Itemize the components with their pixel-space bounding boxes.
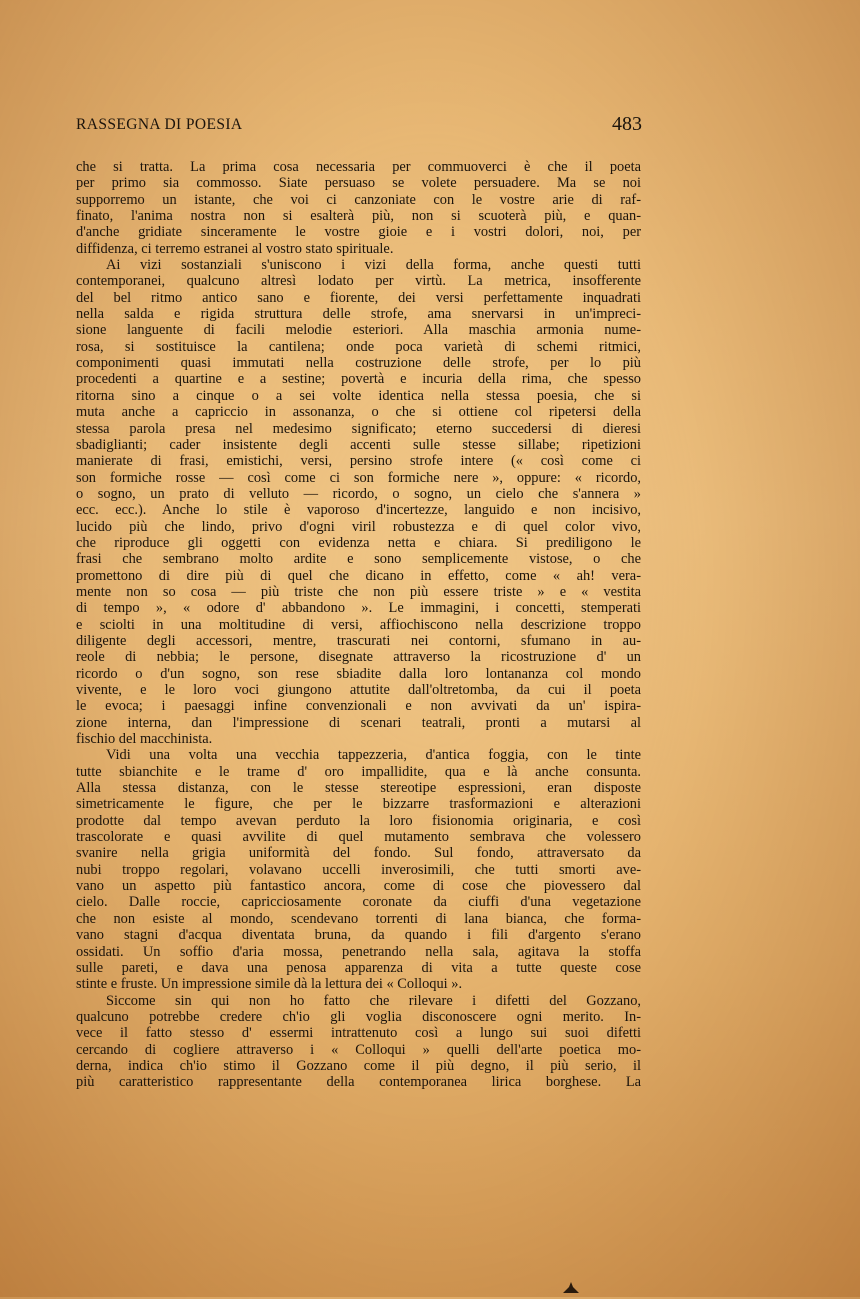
text-line: vece il fatto stesso d' essermi intrattenuto così a lungo sui suoi difetti	[76, 1025, 641, 1042]
text-line: per primo sia commosso. Siate persuaso se volete persuadere. Ma se noi	[76, 175, 641, 192]
text-line: prodotte dal tempo avevan perduto la loro fisionomia originaria, e così	[76, 812, 641, 829]
text-line: procedenti a quartine e a sestine; povertà e incuria della rima, che spesso	[76, 371, 641, 388]
text-line: diffidenza, ci terremo estranei al vostro stato spirituale.	[76, 240, 394, 257]
text-line: son formiche rosse — così come ci son formiche nere », oppure: « ricordo,	[76, 469, 641, 486]
text-line: promettono di dire più di quel che dicano in effetto, come « ah! vera-	[76, 567, 641, 584]
body-text	[76, 159, 641, 1091]
text-line: Ai vizi sostanziali s'uniscono i vizi della forma, anche questi tutti	[106, 257, 641, 274]
text-line: nella salda e rigida struttura delle strofe, ama snervarsi in un'impreci-	[76, 306, 641, 323]
text-line: che non esiste al mondo, scendevano torrenti di lana bianca, che forma-	[76, 910, 641, 927]
printer-ornament-icon	[561, 1281, 581, 1295]
text-line: muta anche a capriccio in assonanza, o che si ottiene col ripetersi della	[76, 404, 641, 421]
text-line: più caratteristico rappresentante della contemporanea lirica borghese. La	[76, 1074, 641, 1091]
text-line: lucido più che lindo, privo d'ogni viril robustezza e di quel color vivo,	[76, 518, 641, 535]
text-line: stinte e fruste. Un impressione simile dà la lettura dei « Colloqui ».	[76, 976, 463, 993]
running-header	[76, 113, 642, 143]
text-line: nubi troppo regolari, volavano uccelli inverosimili, che tutti smorti ave-	[76, 861, 641, 878]
paragraph	[76, 993, 641, 1091]
text-line: svanire nella grigia uniformità del fondo. Sul fondo, attraversato da	[76, 845, 641, 862]
text-line: zione interna, dan l'impressione di scenari teatrali, pronti a mutarsi al	[76, 714, 641, 731]
text-line: qualcuno potrebbe credere ch'io gli voglia disconoscere ogni merito. In-	[76, 1008, 641, 1025]
text-line: Siccome sin qui non ho fatto che rilevare i difetti del Gozzano,	[106, 992, 641, 1009]
text-line: vano stagni d'acqua diventata bruna, da quando i fili d'argento s'erano	[76, 927, 641, 944]
text-line: cielo. Dalle roccie, capricciosamente coronate da ciuffi d'una vegetazione	[76, 894, 641, 911]
text-line: stessa parola presa nel medesimo significato; eterno succedersi di dieresi	[76, 420, 641, 437]
text-line: simetricamente le figure, che per le bizzarre trasformazioni e alterazioni	[76, 796, 641, 813]
text-line: d'anche gridiate sinceramente le vostre gioie e i vostri dolori, noi, per	[76, 224, 641, 241]
text-line: di tempo », « odore d' abbandono ». Le immagini, i concetti, stemperati	[76, 600, 641, 617]
text-line: contemporanei, qualcuno altresì lodato per virtù. La metrica, insofferente	[76, 273, 641, 290]
text-line: mente non so cosa — più triste che non più essere triste » e « vestita	[76, 583, 641, 600]
text-line: tutte sbianchite e le trame d' oro impallidite, qua e là anche consunta.	[76, 763, 641, 780]
text-line: rosa, si sostituisce la cantilena; onde poca varietà di schemi ritmici,	[76, 338, 641, 355]
text-line: frasi che sembrano molto ardite e sono semplicemente vistose, o che	[76, 551, 641, 568]
text-line: sbadiglianti; cader insistente degli accenti sulle stesse sillabe; ripetizioni	[76, 436, 641, 453]
text-line: manierate di frasi, emistichi, versi, persino strofe intere (« così come ci	[76, 453, 641, 470]
text-line: finato, l'anima nostra non si esalterà più, non si scuoterà più, e quan-	[76, 208, 641, 225]
text-line: diligente degli accessori, mentre, trascurati nei contorni, sfumano in au-	[76, 632, 641, 649]
text-line: vivente, e le loro voci giungono attutite dall'oltretomba, da cui il poeta	[76, 682, 641, 698]
text-line: fischio del macchinista.	[76, 731, 213, 748]
text-line: e sciolti in una moltitudine di versi, affiochiscono nella descrizione troppo	[76, 616, 641, 633]
text-line: supporremo un istante, che voi ci canzoniate con le vostre arie di raf-	[76, 191, 641, 208]
text-line: componimenti quasi immutati nella costruzione delle strofe, per lo più	[76, 355, 641, 372]
text-line: cercando di cogliere attraverso i « Colloqui » quelli dell'arte poetica mo-	[76, 1041, 641, 1058]
paragraph	[76, 159, 641, 257]
text-line: ossidati. Un soffio d'aria mossa, penetrando nella sala, agitava la stoffa	[76, 943, 641, 960]
text-line: o sogno, un prato di velluto — ricordo, o sogno, un cielo che s'annera »	[76, 485, 641, 502]
text-line: derna, indica ch'io stimo il Gozzano come il più degno, il più serio, il	[76, 1057, 641, 1074]
running-title: RASSEGNA DI POESIA	[76, 116, 243, 133]
text-line: ecc. ecc.). Anche lo stile è vaporoso d'incertezze, languido e non incisivo,	[76, 502, 641, 519]
text-line: che riproduce gli oggetti con evidenza netta e chiara. Si prediligono le	[76, 534, 641, 551]
text-line: le evoca; i paesaggi infine convenzionali e non avvivati da un' ispira-	[76, 698, 641, 715]
text-line: trascolorate e quasi avvilite di quel mutamento sembrava che volessero	[76, 829, 641, 846]
paragraph	[76, 747, 641, 992]
text-line: del bel ritmo antico sano e fiorente, dei versi perfettamente inquadrati	[76, 289, 641, 306]
text-line: Vidi una volta una vecchia tappezzeria, d'antica foggia, con le tinte	[106, 747, 641, 764]
text-line: ricordo o d'un sogno, son rese sbiadite dalla loro lontananza col mondo	[76, 665, 641, 682]
text-line: ritorna sino a cinque o a sei volte identica nella stessa poesia, che si	[76, 387, 641, 404]
text-line: reole di nebbia; le persone, disegnate attraverso la ricostruzione d' un	[76, 649, 641, 666]
text-line: sulle pareti, e dava una penosa apparenza di vita a tutte queste cose	[76, 959, 641, 976]
text-line: che si tratta. La prima cosa necessaria per commuoverci è che il poeta	[76, 159, 641, 175]
page-number: 483	[612, 113, 642, 135]
text-line: vano un aspetto più fantastico ancora, come di cose che piovessero dal	[76, 878, 641, 895]
text-line: Alla stessa distanza, con le stesse stereotipe espressioni, eran disposte	[76, 780, 641, 797]
paragraph	[76, 257, 641, 747]
text-line: sione languente di facili melodie esteriori. Alla maschia armonia nume-	[76, 322, 641, 339]
